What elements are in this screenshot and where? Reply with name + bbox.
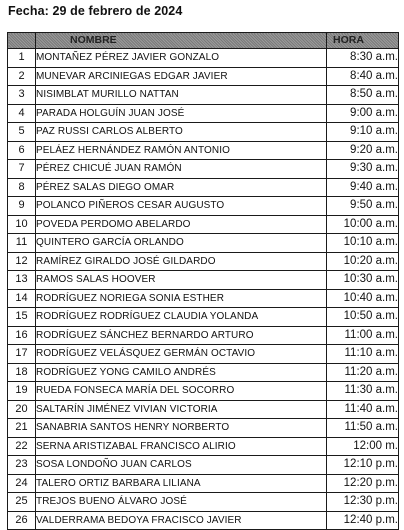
row-hora: 12:00 m. [327, 437, 399, 456]
row-hora: 11:50 a.m. [327, 419, 399, 438]
table-row [8, 178, 399, 197]
row-name: RODRÍGUEZ SÁNCHEZ BERNARDO ARTURO [36, 326, 327, 345]
row-hora: 11:40 a.m. [327, 400, 399, 419]
row-hora: 9:20 a.m. [327, 141, 399, 160]
table-row [8, 49, 399, 68]
row-name: TALERO ORTIZ BARBARA LILIANA [36, 474, 327, 493]
row-number: 13 [8, 271, 36, 290]
schedule-table [7, 32, 399, 530]
row-hora: 8:50 a.m. [327, 86, 399, 105]
row-number: 26 [8, 511, 36, 530]
row-hora: 10:10 a.m. [327, 234, 399, 253]
row-name: POVEDA PERDOMO ABELARDO [36, 215, 327, 234]
row-name: PÉREZ SALAS DIEGO OMAR [36, 178, 327, 197]
row-name: NISIMBLAT MURILLO NATTAN [36, 86, 327, 105]
row-name: SERNA ARISTIZABAL FRANCISCO ALIRIO [36, 437, 327, 456]
row-name: RODRÍGUEZ RODRÍGUEZ CLAUDIA YOLANDA [36, 308, 327, 327]
row-number: 9 [8, 197, 36, 216]
column-header-number [8, 33, 36, 49]
row-number: 14 [8, 289, 36, 308]
row-number: 18 [8, 363, 36, 382]
row-hora: 12:20 p.m. [327, 474, 399, 493]
table-row [8, 141, 399, 160]
row-number: 1 [8, 49, 36, 68]
row-number: 24 [8, 474, 36, 493]
table-row [8, 363, 399, 382]
table-row [8, 234, 399, 253]
row-hora: 10:00 a.m. [327, 215, 399, 234]
row-hora: 11:00 a.m. [327, 326, 399, 345]
table-row [8, 511, 399, 530]
row-number: 19 [8, 382, 36, 401]
row-number: 23 [8, 456, 36, 475]
row-name: TREJOS BUENO ÁLVARO JOSÉ [36, 493, 327, 512]
row-name: SOSA LONDOÑO JUAN CARLOS [36, 456, 327, 475]
row-number: 17 [8, 345, 36, 364]
row-name: PÉREZ CHICUÉ JUAN RAMÓN [36, 160, 327, 179]
row-number: 12 [8, 252, 36, 271]
row-number: 15 [8, 308, 36, 327]
row-hora: 11:30 a.m. [327, 382, 399, 401]
table-row [8, 289, 399, 308]
table-row [8, 326, 399, 345]
header-row [8, 33, 399, 49]
row-name: RAMOS SALAS HOOVER [36, 271, 327, 290]
table-row [8, 474, 399, 493]
row-name: RODRÍGUEZ VELÁSQUEZ GERMÁN OCTAVIO [36, 345, 327, 364]
row-hora: 9:40 a.m. [327, 178, 399, 197]
row-name: RODRÍGUEZ YONG CAMILO ANDRÉS [36, 363, 327, 382]
table-row [8, 67, 399, 86]
table-row [8, 345, 399, 364]
column-header-hora: HORA [327, 33, 399, 49]
row-number: 5 [8, 123, 36, 142]
row-name: RAMÍREZ GIRALDO JOSÉ GILDARDO [36, 252, 327, 271]
row-hora: 10:20 a.m. [327, 252, 399, 271]
row-number: 16 [8, 326, 36, 345]
table-row [8, 419, 399, 438]
row-hora: 9:00 a.m. [327, 104, 399, 123]
table-row [8, 104, 399, 123]
row-number: 7 [8, 160, 36, 179]
row-number: 20 [8, 400, 36, 419]
table-row [8, 123, 399, 142]
row-name: PAZ RUSSI CARLOS ALBERTO [36, 123, 327, 142]
row-hora: 8:30 a.m. [327, 49, 399, 68]
row-hora: 12:30 p.m. [327, 493, 399, 512]
row-name: MONTAÑEZ PÉREZ JAVIER GONZALO [36, 49, 327, 68]
table-row [8, 86, 399, 105]
row-number: 22 [8, 437, 36, 456]
table-row [8, 252, 399, 271]
row-name: VALDERRAMA BEDOYA FRACISCO JAVIER [36, 511, 327, 530]
column-header-nombre: NOMBRE [36, 33, 327, 49]
document-date: Fecha: 29 de febrero de 2024 [8, 4, 183, 18]
row-name: PARADA HOLGUÍN JUAN JOSÉ [36, 104, 327, 123]
row-hora: 12:40 p.m. [327, 511, 399, 530]
row-hora: 8:40 a.m. [327, 67, 399, 86]
table-row [8, 271, 399, 290]
row-number: 4 [8, 104, 36, 123]
row-name: SANABRIA SANTOS HENRY NORBERTO [36, 419, 327, 438]
table-row [8, 160, 399, 179]
row-number: 11 [8, 234, 36, 253]
row-name: POLANCO PIÑEROS CESAR AUGUSTO [36, 197, 327, 216]
row-hora: 9:30 a.m. [327, 160, 399, 179]
table-body [8, 49, 399, 530]
row-name: PELÁEZ HERNÁNDEZ RAMÓN ANTONIO [36, 141, 327, 160]
row-hora: 9:50 a.m. [327, 197, 399, 216]
table-header [8, 33, 399, 49]
table-row [8, 493, 399, 512]
table-row [8, 456, 399, 475]
row-hora: 11:20 a.m. [327, 363, 399, 382]
row-name: SALTARÍN JIMÉNEZ VIVIAN VICTORIA [36, 400, 327, 419]
row-hora: 10:30 a.m. [327, 271, 399, 290]
row-number: 25 [8, 493, 36, 512]
row-number: 21 [8, 419, 36, 438]
row-hora: 10:50 a.m. [327, 308, 399, 327]
row-name: RUEDA FONSECA MARÍA DEL SOCORRO [36, 382, 327, 401]
table-row [8, 308, 399, 327]
table-row [8, 215, 399, 234]
row-name: RODRÍGUEZ NORIEGA SONIA ESTHER [36, 289, 327, 308]
row-name: QUINTERO GARCÍA ORLANDO [36, 234, 327, 253]
row-number: 6 [8, 141, 36, 160]
row-number: 2 [8, 67, 36, 86]
row-number: 10 [8, 215, 36, 234]
row-number: 8 [8, 178, 36, 197]
row-hora: 12:10 p.m. [327, 456, 399, 475]
table-row [8, 197, 399, 216]
row-hora: 10:40 a.m. [327, 289, 399, 308]
row-hora: 9:10 a.m. [327, 123, 399, 142]
row-name: MUNEVAR ARCINIEGAS EDGAR JAVIER [36, 67, 327, 86]
table-row [8, 400, 399, 419]
row-hora: 11:10 a.m. [327, 345, 399, 364]
row-number: 3 [8, 86, 36, 105]
table-row [8, 382, 399, 401]
table-row [8, 437, 399, 456]
